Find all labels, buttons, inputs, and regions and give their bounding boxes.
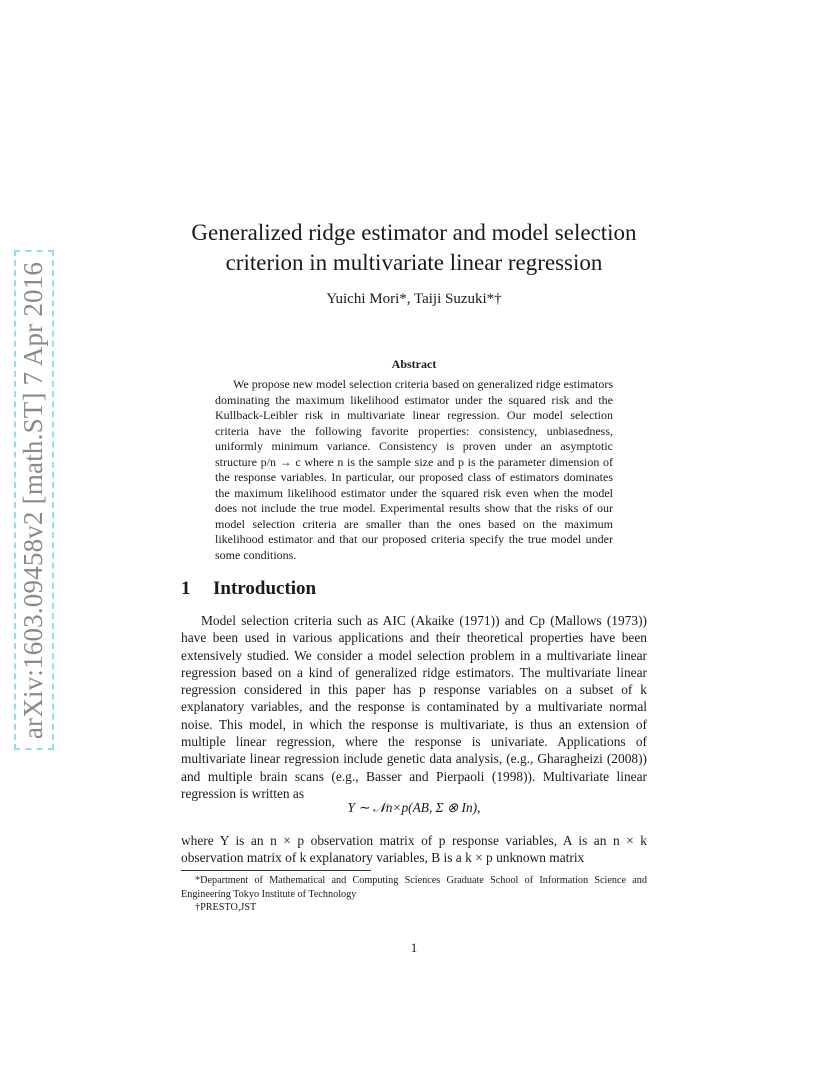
- section-number: 1: [181, 578, 191, 599]
- page-number: 1: [410, 940, 418, 955]
- abstract-text: We propose new model selection criteria based on generalized ridge estimators dominating the maximum likelihood estimator under the squared risk and the Kullback-Leibler risk in multivariate linear regression. Our model selection criteria have the following favorite properties: consistency, unbiasedness, uniformly minimum variance. Consistency is proven under an asymptotic structure p/n → c where n is the sample size and p is the parameter dimension of the response variables. In particular, our proposed class of estimators dominates the maximum likelihood estimator under the squared risk even when the model does not include the true model. Experimental results show that the risks of our model selection criteria are smaller than the ones based on the maximum likelihood estimator and that our proposed criteria specify the true model under some conditions.: [215, 377, 613, 562]
- footnotes: [181, 874, 647, 915]
- equation-explanation: where Y is an n × p observation matrix of p response variables, A is an n × k observation matrix of k explanatory variables, B is a k × p unknown matrix: [181, 833, 647, 866]
- section-title: Introduction: [213, 578, 317, 599]
- intro-paragraph: Model selection criteria such as AIC (Akaike (1971)) and Cp (Mallows (1973)) have been used in various applications and their theoretical properties have been extensively studied. We consider a model selection problem in a multivariate linear regression based on a kind of generalized ridge estimators. The multivariate linear regression considered in this paper has p response variables on a subset of k explanatory variables, and the response is contaminated by a multivariate normal noise. This model, in which the response is multivariate, is thus an extension of multiple linear regression, where the response is univariate. Applications of multivariate linear regression include genetic data analysis, (e.g., Gharagheizi (2008)) and multiple brain scans (e.g., Basser and Pierpaoli (1998)). Multivariate linear regression is written as: [181, 613, 647, 801]
- authors: Yuichi Mori*, Taiji Suzuki*†: [326, 291, 502, 307]
- footnote-rule: [181, 870, 371, 871]
- abstract-heading: Abstract: [391, 357, 437, 371]
- paper-title: [0, 218, 828, 278]
- title-line-2: criterion in multivariate linear regression: [225, 250, 603, 275]
- footnote-presto: †PRESTO,JST: [195, 902, 257, 913]
- footnote-affiliation: *Department of Mathematical and Computing Sciences Graduate School of Information Science and Engineering Tokyo Institute of Technology: [181, 875, 647, 900]
- arxiv-identifier: arXiv:1603.09458v2 [math.ST] 7 Apr 2016: [18, 261, 49, 739]
- section-heading: [181, 578, 316, 600]
- title-line-1: Generalized ridge estimator and model selection: [191, 220, 637, 245]
- display-equation: Y ∼ 𝒩n×p(AB, Σ ⊗ In),: [347, 800, 481, 815]
- arxiv-stamp: [14, 250, 54, 750]
